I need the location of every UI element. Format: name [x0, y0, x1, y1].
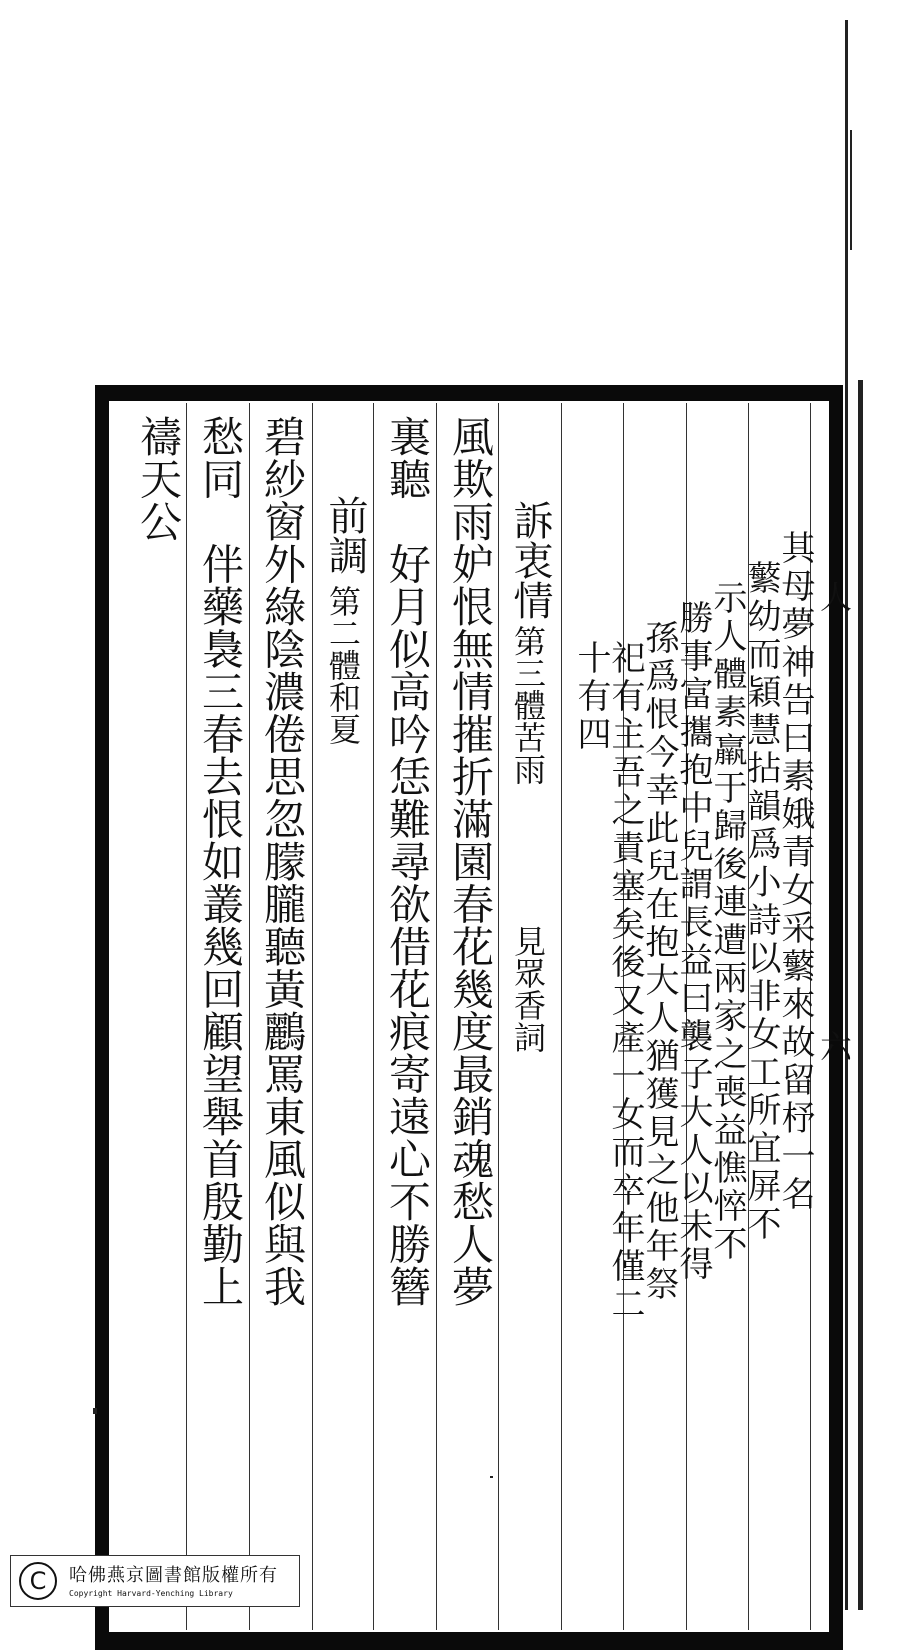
- poem2-subtitle: 第二體和夏: [324, 585, 362, 745]
- column-rule: [186, 403, 187, 1630]
- poem2-line-2: 愁同 伴藥裊三春去恨如叢幾回顧望舉首殷勤上: [196, 415, 245, 1308]
- poem1-line-2: 裏聽 好月似高吟恁難尋欲借花痕寄遠心不勝簪: [383, 415, 432, 1308]
- note-column-2: 蘩幼而穎慧拈韻爲小詩以非女工所宜屏不: [741, 560, 781, 1244]
- column-rule: [249, 403, 250, 1630]
- poem1-subtitle: 第三體苦雨: [509, 625, 547, 785]
- column-rule: [561, 403, 562, 1630]
- scan-edge-line: [845, 20, 848, 1610]
- note-column-4: 勝事富攜抱中兒謂長益曰襲子大人以未得: [673, 600, 713, 1284]
- column-rule: [498, 403, 499, 1630]
- poem2-line-3: 禱天公: [134, 415, 183, 543]
- copyright-stamp: [10, 1555, 300, 1607]
- poem1-tune-title: 訴衷情: [507, 500, 553, 620]
- column-rule: [373, 403, 374, 1630]
- margin-mark-lower: 六: [815, 1030, 853, 1062]
- note-column-1: 其母夢神告曰素娥青女采蘩來故留杼一名: [775, 530, 815, 1214]
- scan-edge-line: [858, 380, 863, 1610]
- poem1-source: 見眾香詞: [509, 925, 547, 1053]
- note-column-7: 十有四: [571, 640, 611, 754]
- poem2-tune-title: 前調: [322, 495, 368, 575]
- margin-mark-top: 人: [815, 580, 853, 612]
- scan-edge-line: [850, 130, 852, 250]
- copyright-text-english: Copyright Harvard-Yenching Library: [69, 1589, 233, 1598]
- copyright-icon: C: [19, 1562, 57, 1600]
- scan-speck: [490, 1476, 493, 1478]
- column-rule: [436, 403, 437, 1630]
- note-column-5: 孫爲恨今幸此兒在抱大人猶獲見之他年祭: [639, 620, 679, 1304]
- column-rule: [312, 403, 313, 1630]
- poem1-line-1: 風欺雨妒恨無情摧折滿園春花幾度最銷魂愁人夢: [446, 415, 495, 1308]
- poem2-line-1: 碧紗窗外綠陰濃倦思忽朦朧聽黃鸝罵東風似與我: [258, 415, 307, 1308]
- scan-speck: [93, 1408, 97, 1414]
- note-column-6: 祀有主吾之責塞矣後又產一女而卒年僅二: [605, 640, 645, 1324]
- copyright-text-chinese: 哈佛燕京圖書館版權所有: [69, 1565, 278, 1586]
- note-column-3: 示人體素羸于歸後連遭兩家之喪益憔悴不: [707, 580, 747, 1264]
